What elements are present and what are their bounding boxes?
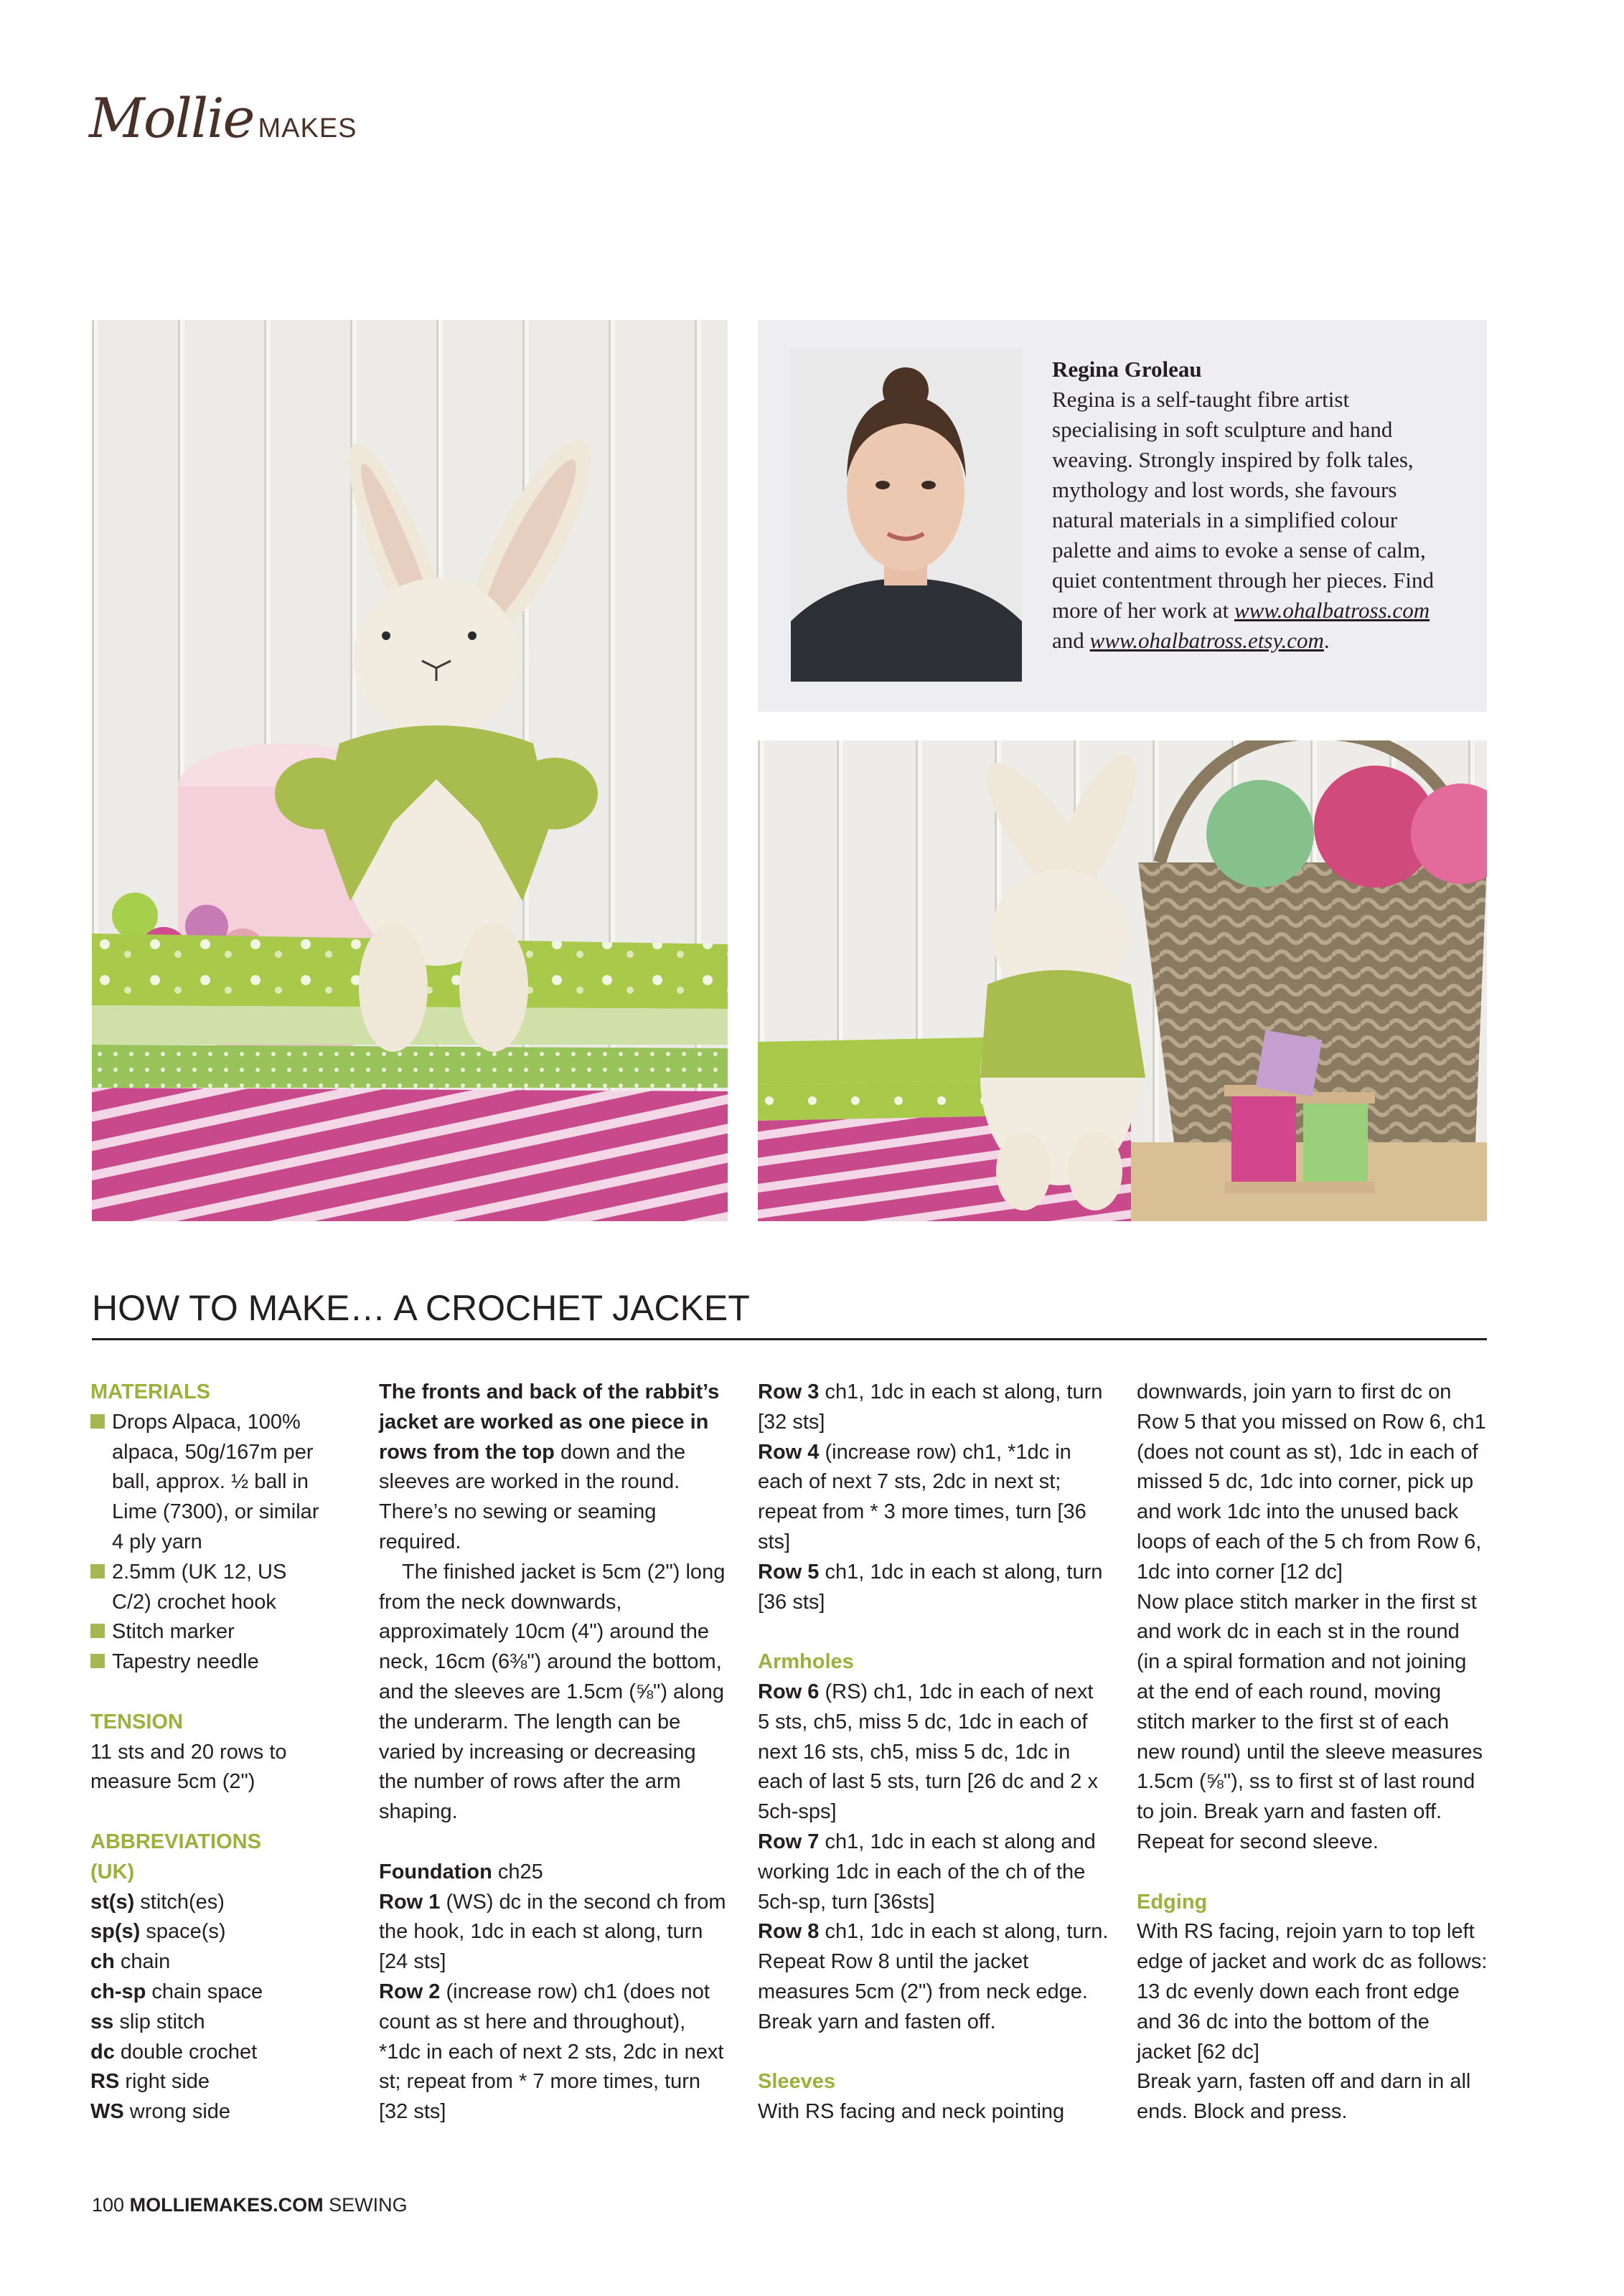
- row-5: Row 5 ch1, 1dc in each st along, turn [36 sts]: [758, 1560, 1103, 1614]
- author-name: Regina Groleau: [1052, 357, 1202, 382]
- abbreviation-item: sp(s) space(s): [90, 1920, 226, 1944]
- intro-paragraph: The fronts and back of the rabbit’s jacket are worked as one piece in rows from the top down and the sleeves are worked in the round. There’s no sewing or seaming required.: [379, 1380, 720, 1553]
- magazine-logo: [89, 86, 357, 151]
- abbreviation-item: dc double crochet: [90, 2040, 258, 2064]
- abbreviations-heading-uk: (UK): [90, 1860, 135, 1883]
- edging-heading: Edging: [1137, 1890, 1208, 1914]
- page-number: 100: [92, 2194, 125, 2216]
- sleeves-text: With RS facing and neck pointing: [758, 2100, 1065, 2124]
- logo-word-text: MAKES: [258, 113, 357, 144]
- abbreviation-item: ss slip stitch: [90, 2010, 205, 2033]
- sleeves-continued: downwards, join yarn to first dc on Row 5 that you missed on Row 6, ch1 (does not count as st), 1dc in each of missed 5 dc, 1dc into corner, pick up and work 1dc into the unused back loops of each of the 5 ch from Row 6, 1dc into corner [12 dc]: [1137, 1380, 1486, 1584]
- section-title: HOW TO MAKE… A CROCHET JACKET: [92, 1288, 750, 1328]
- author-etsy-link[interactable]: www.ohalbatross.etsy.com: [1089, 628, 1324, 653]
- armholes-heading: Armholes: [758, 1650, 854, 1674]
- author-bio-conjunction: and: [1052, 628, 1090, 653]
- abbreviation-item: ch chain: [90, 1950, 171, 1974]
- row-2: Row 2 (increase row) ch1 (does not count as st here and throughout), *1dc in each of next 2 sts, 2dc in next st; repeat from * 7 more times, turn [32 sts]: [379, 1980, 724, 2124]
- row-3: Row 3 ch1, 1dc in each st along, turn [32 sts]: [758, 1380, 1103, 1434]
- author-portrait: [791, 349, 1022, 682]
- bullet-square-icon: [90, 1654, 105, 1668]
- sleeves-continued-2: Now place stitch marker in the first st and work dc in each st in the round (in a spiral formation and not joining at the end of each round, moving stitch marker to the first st of each new round) until the sleeve measures 1.5cm (⅝"), ss to first st of last round to join. Break yarn and fasten off. Repeat for second sleeve.: [1137, 1590, 1483, 1853]
- foundation-row: Foundation ch25: [379, 1860, 543, 1883]
- abbreviation-item: ch-sp chain space: [90, 1980, 263, 2003]
- tension-text: 11 sts and 20 rows to measure 5cm (2"): [90, 1740, 287, 1794]
- row-1: Row 1 (WS) dc in the second ch from the hook, 1dc in each st along, turn [24 sts]: [379, 1890, 726, 1974]
- author-bio-text: [1052, 354, 1454, 656]
- bunny-basket-photo: [758, 740, 1487, 1221]
- row-6: Row 6 (RS) ch1, 1dc in each of next 5 sts, ch5, miss 5 dc, 1dc in each of next 16 sts, ch5, miss 5 dc, 1dc in each of last 5 sts, turn [26 dc and 2 x 5ch-sps]: [758, 1680, 1098, 1824]
- page-footer: [92, 2194, 408, 2216]
- material-item: Stitch marker: [90, 1617, 320, 1647]
- bullet-square-icon: [90, 1414, 105, 1429]
- materials-column: [90, 1378, 320, 2127]
- material-item: Drops Alpaca, 100% alpaca, 50g/167m per ball, approx. ½ ball in Lime (7300), or similar 4 ply yarn: [90, 1408, 320, 1558]
- instructions-column-1: [379, 1378, 731, 2127]
- author-bio-box: [758, 320, 1487, 712]
- sleeves-heading: Sleeves: [758, 2070, 836, 2094]
- abbreviations-heading: ABBREVIATIONS: [90, 1830, 261, 1853]
- tension-heading: TENSION: [90, 1710, 183, 1733]
- bullet-square-icon: [90, 1624, 105, 1638]
- abbreviation-item: RS right side: [90, 2070, 210, 2094]
- abbreviation-item: st(s) stitch(es): [90, 1890, 225, 1914]
- author-website-link[interactable]: www.ohalbatross.com: [1234, 598, 1430, 623]
- instructions-column-2: [758, 1378, 1109, 2127]
- row-7: Row 7 ch1, 1dc in each st along and working 1dc in each of the ch of the 5ch-sp, turn [36sts]: [758, 1830, 1096, 1914]
- bunny-fabric-photo: [92, 320, 728, 1221]
- row-8: Row 8 ch1, 1dc in each st along, turn. Repeat Row 8 until the jacket measures 5cm (2") from neck edge. Break yarn and fasten off.: [758, 1920, 1109, 2033]
- edging-text: With RS facing, rejoin yarn to top left edge of jacket and work dc as follows: 13 dc evenly down each front edge and 36 dc into the bottom of the jacket [62 dc]: [1137, 1920, 1488, 2064]
- materials-heading: MATERIALS: [90, 1380, 211, 1403]
- row-4: Row 4 (increase row) ch1, *1dc in each of next 7 sts, 2dc in next st; repeat from * 3 more times, turn [36 sts]: [758, 1440, 1086, 1553]
- section-divider: [92, 1338, 1487, 1340]
- logo-script-text: Mollie: [89, 86, 254, 150]
- edging-text-2: Break yarn, fasten off and darn in all ends. Block and press.: [1137, 2070, 1471, 2124]
- author-bio-end: .: [1323, 628, 1330, 653]
- finished-size-paragraph: The finished jacket is 5cm (2") long from the neck downwards, approximately 10cm (4") around the neck, 16cm (6⅜") around the bottom, and the sleeves are 1.5cm (⅝") along the underarm. The length can be varied by increasing or decreasing the number of rows after the arm shaping.: [379, 1560, 726, 1824]
- footer-site: MOLLIEMAKES.COM: [129, 2194, 324, 2216]
- material-item: 2.5mm (UK 12, US C/2) crochet hook: [90, 1558, 320, 1618]
- abbreviation-item: WS wrong side: [90, 2100, 231, 2124]
- bullet-square-icon: [90, 1564, 105, 1578]
- instructions-column-3: [1137, 1378, 1488, 2127]
- material-item: Tapestry needle: [90, 1647, 320, 1678]
- author-bio: Regina is a self-taught fibre artist specialising in soft sculpture and hand weaving. Strongly inspired by folk tales, mythology and lost words, she favours natural materials in a simplified colour palette and aims to evoke a sense of calm, quiet contentment through her pieces. Find more of her work at: [1052, 387, 1435, 623]
- footer-section: SEWING: [329, 2194, 408, 2216]
